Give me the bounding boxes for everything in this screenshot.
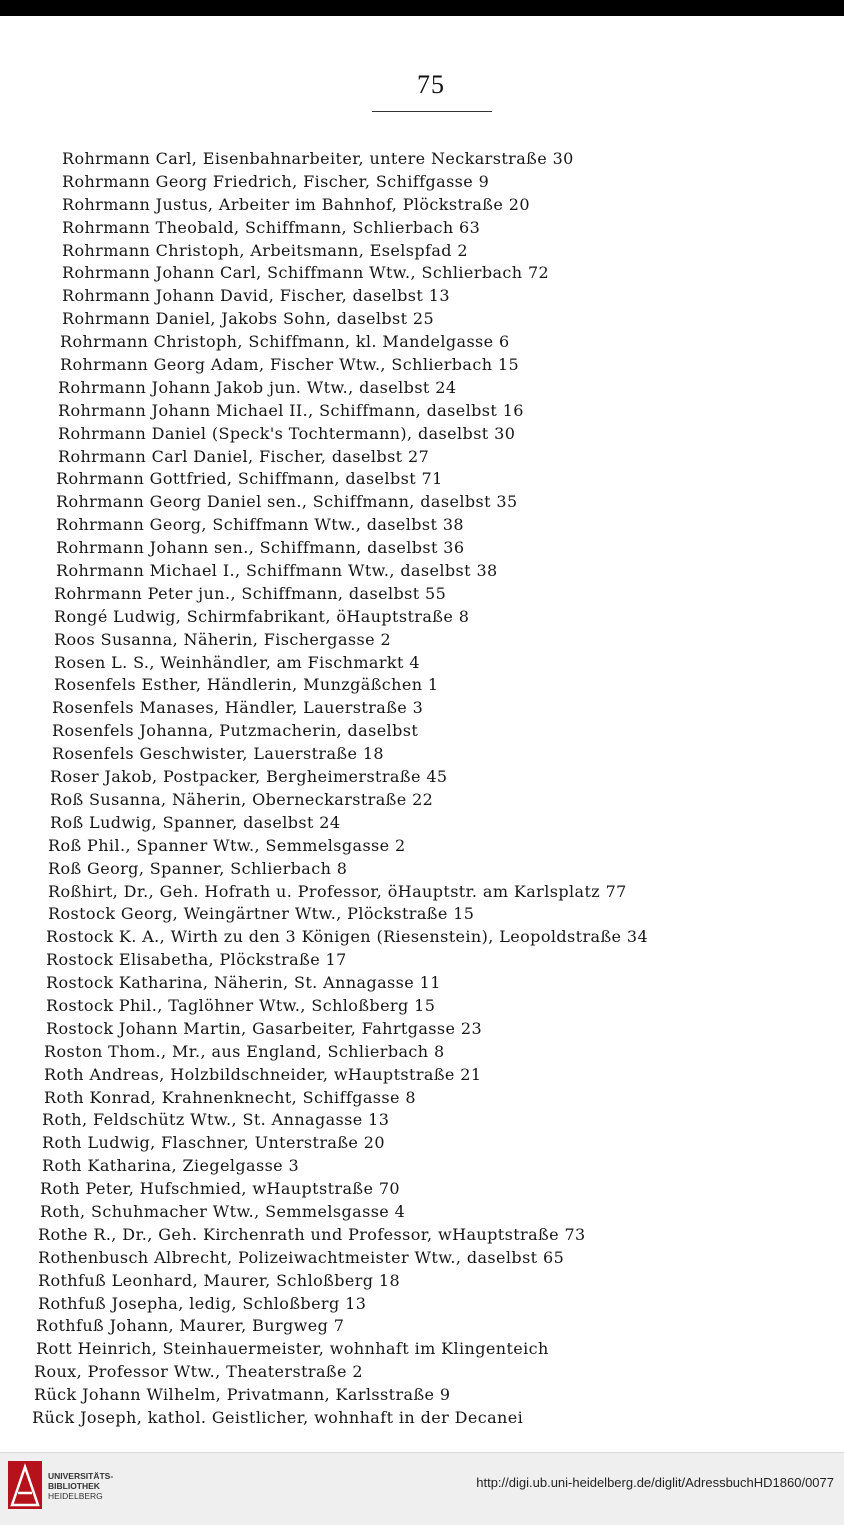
directory-entry: Rohrmann Georg Daniel sen., Schiffmann, daselbst 35 bbox=[56, 492, 518, 512]
directory-entry: Roßhirt, Dr., Geh. Hofrath u. Professor, öHauptstr. am Karlsplatz 77 bbox=[48, 881, 627, 901]
directory-entry: Roth Peter, Hufschmied, wHauptstraße 70 bbox=[40, 1179, 400, 1199]
directory-entry: Rott Heinrich, Steinhauermeister, wohnhaft im Klingenteich bbox=[36, 1339, 549, 1359]
directory-entry: Rostock Georg, Weingärtner Wtw., Plöckstraße 15 bbox=[48, 904, 475, 924]
directory-entry: Rostock K. A., Wirth zu den 3 Königen (Riesenstein), Leopoldstraße 34 bbox=[46, 927, 649, 947]
permalink-url[interactable]: http://digi.ub.uni-heidelberg.de/diglit/AdressbuchHD1860/0077 bbox=[476, 1475, 834, 1490]
directory-entry: Roth Andreas, Holzbildschneider, wHauptstraße 21 bbox=[44, 1064, 482, 1084]
directory-entry-list bbox=[0, 148, 844, 1430]
directory-entry: Rohrmann Theobald, Schiffmann, Schlierbach 63 bbox=[62, 217, 481, 237]
directory-entry: Rohrmann Johann Jakob jun. Wtw., daselbst 24 bbox=[58, 377, 457, 397]
directory-entry: Roth Ludwig, Flaschner, Unterstraße 20 bbox=[42, 1133, 385, 1153]
directory-entry: Rohrmann Johann David, Fischer, daselbst 13 bbox=[62, 286, 450, 306]
directory-entry: Rothe R., Dr., Geh. Kirchenrath und Professor, wHauptstraße 73 bbox=[38, 1224, 586, 1244]
directory-entry: Roth Konrad, Krahnenknecht, Schiffgasse 8 bbox=[44, 1087, 416, 1107]
directory-entry: Rohrmann Johann sen., Schiffmann, daselbst 36 bbox=[56, 538, 465, 558]
directory-entry: Roß Phil., Spanner Wtw., Semmelsgasse 2 bbox=[48, 835, 406, 855]
directory-entry: Rosenfels Esther, Händlerin, Munzgäßchen 1 bbox=[54, 675, 439, 695]
directory-entry: Rück Johann Wilhelm, Privatmann, Karlsstraße 9 bbox=[34, 1385, 451, 1405]
logo-line-1: UNIVERSITÄTS- bbox=[48, 1471, 114, 1481]
directory-entry: Rostock Elisabetha, Plöckstraße 17 bbox=[46, 950, 347, 970]
directory-entry: Roß Georg, Spanner, Schlierbach 8 bbox=[48, 858, 348, 878]
directory-entry: Roston Thom., Mr., aus England, Schlierbach 8 bbox=[44, 1041, 445, 1061]
directory-entry: Roos Susanna, Näherin, Fischergasse 2 bbox=[54, 629, 392, 649]
directory-entry: Rohrmann Georg Friedrich, Fischer, Schiffgasse 9 bbox=[62, 171, 490, 191]
directory-entry: Rohrmann Georg, Schiffmann Wtw., daselbst 38 bbox=[56, 515, 465, 535]
directory-entry: Roß Susanna, Näherin, Oberneckarstraße 22 bbox=[50, 789, 434, 809]
directory-entry: Rück Joseph, kathol. Geistlicher, wohnhaft in der Decanei bbox=[32, 1407, 524, 1427]
directory-entry: Rothfuß Leonhard, Maurer, Schloßberg 18 bbox=[38, 1270, 401, 1290]
directory-entry: Rohrmann Georg Adam, Fischer Wtw., Schlierbach 15 bbox=[60, 355, 520, 375]
directory-entry: Rohrmann Michael I., Schiffmann Wtw., daselbst 38 bbox=[56, 561, 498, 581]
directory-entry: Rothenbusch Albrecht, Polizeiwachtmeister Wtw., daselbst 65 bbox=[38, 1247, 565, 1267]
directory-entry: Rongé Ludwig, Schirmfabrikant, öHauptstraße 8 bbox=[54, 606, 470, 626]
logo-line-2: BIBLIOTHEK bbox=[48, 1481, 100, 1491]
directory-entry: Rosenfels Johanna, Putzmacherin, daselbst bbox=[52, 721, 419, 741]
directory-entry: Rohrmann Carl Daniel, Fischer, daselbst 27 bbox=[58, 446, 430, 466]
directory-entry: Rohrmann Johann Michael II., Schiffmann, daselbst 16 bbox=[58, 400, 524, 420]
library-logo[interactable] bbox=[8, 1461, 148, 1509]
page-number: 75 bbox=[417, 70, 445, 99]
directory-entry: Rothfuß Johann, Maurer, Burgweg 7 bbox=[36, 1316, 345, 1336]
directory-entry: Rohrmann Peter jun., Schiffmann, daselbst 55 bbox=[54, 583, 447, 603]
viewer-footer bbox=[0, 1452, 844, 1525]
page-number-rule bbox=[372, 111, 492, 112]
directory-entry: Rohrmann Carl, Eisenbahnarbeiter, untere Neckarstraße 30 bbox=[62, 149, 574, 168]
library-logo-text bbox=[48, 1471, 148, 1501]
directory-entry: Rosen L. S., Weinhändler, am Fischmarkt 4 bbox=[54, 652, 420, 672]
directory-entry: Rosenfels Geschwister, Lauerstraße 18 bbox=[52, 744, 384, 764]
directory-entry: Rostock Phil., Taglöhner Wtw., Schloßberg 15 bbox=[46, 995, 436, 1015]
directory-entry: Rohrmann Justus, Arbeiter im Bahnhof, Plöckstraße 20 bbox=[62, 194, 530, 214]
directory-entry: Rohrmann Gottfried, Schiffmann, daselbst 71 bbox=[56, 469, 443, 489]
directory-entry: Rohrmann Christoph, Schiffmann, kl. Mandelgasse 6 bbox=[60, 332, 510, 352]
scan-top-edge bbox=[0, 0, 844, 16]
directory-entry: Rostock Johann Martin, Gasarbeiter, Fahrtgasse 23 bbox=[46, 1018, 483, 1038]
directory-entry: Rothfuß Josepha, ledig, Schloßberg 13 bbox=[38, 1293, 367, 1313]
directory-entry: Roser Jakob, Postpacker, Bergheimerstraße 45 bbox=[50, 767, 448, 787]
directory-entry: Rohrmann Christoph, Arbeitsmann, Eselspfad 2 bbox=[62, 240, 469, 260]
directory-entry: Rostock Katharina, Näherin, St. Annagasse 11 bbox=[46, 973, 441, 993]
university-library-logo-icon bbox=[8, 1461, 42, 1509]
directory-entry: Roux, Professor Wtw., Theaterstraße 2 bbox=[34, 1362, 363, 1382]
directory-entry: Rohrmann Johann Carl, Schiffmann Wtw., Schlierbach 72 bbox=[62, 263, 550, 283]
directory-entry: Roth Katharina, Ziegelgasse 3 bbox=[42, 1156, 300, 1176]
directory-entry: Rosenfels Manases, Händler, Lauerstraße 3 bbox=[52, 698, 424, 718]
directory-entry: Roth, Feldschütz Wtw., St. Annagasse 13 bbox=[42, 1110, 390, 1130]
logo-line-3: HEIDELBERG bbox=[48, 1491, 103, 1501]
directory-entry: Rohrmann Daniel (Speck's Tochtermann), daselbst 30 bbox=[58, 423, 516, 443]
directory-entry: Roth, Schuhmacher Wtw., Semmelsgasse 4 bbox=[40, 1201, 406, 1221]
directory-entry: Roß Ludwig, Spanner, daselbst 24 bbox=[50, 812, 341, 832]
directory-entry: Rohrmann Daniel, Jakobs Sohn, daselbst 25 bbox=[62, 309, 435, 329]
